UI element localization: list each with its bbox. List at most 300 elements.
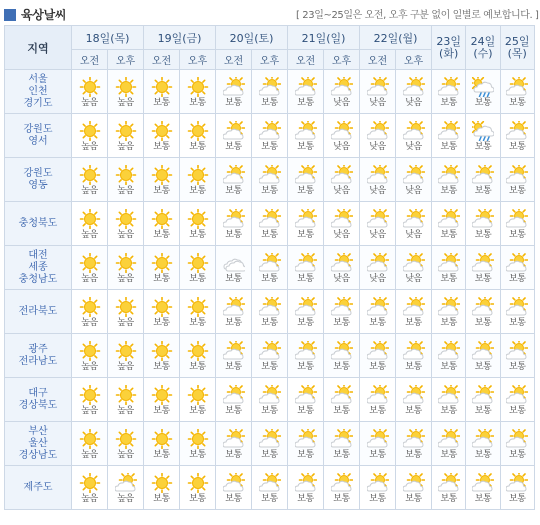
sun-behind-cloud-icon <box>216 209 251 229</box>
forecast-cell <box>72 114 108 158</box>
forecast-level: 보통 <box>225 494 242 504</box>
forecast-cell <box>252 334 288 378</box>
forecast-level: 보통 <box>474 362 492 372</box>
forecast-level: 높음 <box>117 142 134 152</box>
sun-behind-cloud-icon <box>432 121 465 141</box>
region-name-line: 충청남도 <box>18 273 58 285</box>
land-forecast-table <box>4 25 535 510</box>
forecast-cell <box>72 422 108 466</box>
sun-behind-cloud-icon <box>252 77 287 97</box>
sun-icon <box>72 77 107 97</box>
forecast-level: 보통 <box>405 406 422 416</box>
sun-behind-cloud-icon <box>432 341 465 361</box>
square-bullet-icon <box>4 9 16 21</box>
forecast-cell <box>72 70 108 114</box>
forecast-cell <box>180 70 216 114</box>
forecast-level: 보통 <box>405 494 422 504</box>
forecast-level: 높음 <box>117 406 134 416</box>
sun-behind-cloud-icon <box>252 473 287 493</box>
forecast-cell <box>324 334 360 378</box>
sun-behind-cloud-icon <box>252 165 287 185</box>
forecast-level: 보통 <box>261 230 278 240</box>
forecast-level: 보통 <box>440 318 457 328</box>
sun-icon <box>180 77 215 97</box>
sun-behind-cloud-icon <box>324 341 359 361</box>
forecast-level: 높음 <box>117 186 134 196</box>
forecast-level: 높음 <box>81 362 98 372</box>
region-name-line: 강원도 <box>23 123 53 135</box>
forecast-cell <box>466 290 500 334</box>
region-name <box>5 202 72 246</box>
forecast-level: 보통 <box>153 230 170 240</box>
forecast-level: 보통 <box>297 406 314 416</box>
forecast-cell <box>180 202 216 246</box>
sun-behind-cloud-icon <box>360 253 395 273</box>
sun-behind-cloud-icon <box>288 429 323 449</box>
region-row <box>5 378 535 422</box>
forecast-level: 보통 <box>509 142 526 152</box>
sun-behind-cloud-icon <box>360 77 395 97</box>
forecast-level: 보통 <box>474 142 492 152</box>
sun-icon <box>72 297 107 317</box>
forecast-cell <box>432 466 466 510</box>
sun-icon <box>144 429 179 449</box>
forecast-level: 보통 <box>189 318 206 328</box>
sun-behind-cloud-icon <box>432 209 465 229</box>
forecast-level: 보통 <box>189 362 206 372</box>
sun-icon <box>72 253 107 273</box>
forecast-cell <box>466 158 500 202</box>
forecast-cell <box>252 114 288 158</box>
forecast-level: 보통 <box>225 142 242 152</box>
forecast-level: 높음 <box>117 494 134 504</box>
forecast-level: 보통 <box>474 494 492 504</box>
sun-behind-cloud-icon <box>501 165 534 185</box>
pm-header: 오후 <box>396 50 432 70</box>
forecast-header <box>0 0 540 28</box>
forecast-cell <box>396 114 432 158</box>
sun-behind-cloud-icon <box>396 385 431 405</box>
forecast-level: 보통 <box>440 230 457 240</box>
forecast-cell <box>360 158 396 202</box>
date-header: 22일(월) <box>360 26 432 50</box>
forecast-cell <box>360 422 396 466</box>
sun-icon <box>180 297 215 317</box>
region-name-line: 대전 <box>28 249 48 261</box>
forecast-cell <box>144 378 180 422</box>
forecast-cell <box>252 378 288 422</box>
forecast-level: 보통 <box>225 362 242 372</box>
section-title <box>4 6 66 23</box>
sun-icon <box>108 341 143 361</box>
forecast-cell <box>288 466 324 510</box>
sun-icon <box>180 473 215 493</box>
sun-behind-cloud-icon <box>216 165 251 185</box>
forecast-level: 보통 <box>225 406 242 416</box>
sun-behind-cloud-icon <box>288 121 323 141</box>
forecast-level: 보통 <box>474 406 492 416</box>
forecast-cell <box>72 158 108 202</box>
forecast-cell <box>72 202 108 246</box>
forecast-cell <box>466 334 500 378</box>
forecast-level: 보통 <box>509 98 526 108</box>
forecast-cell <box>324 246 360 290</box>
sun-icon <box>180 429 215 449</box>
sun-behind-cloud-icon <box>432 473 465 493</box>
forecast-level: 보통 <box>333 362 350 372</box>
forecast-level: 낮음 <box>333 142 350 152</box>
forecast-level: 높음 <box>117 274 134 284</box>
sun-behind-cloud-icon <box>432 429 465 449</box>
forecast-level: 보통 <box>509 230 526 240</box>
forecast-level: 보통 <box>509 406 526 416</box>
sun-icon <box>108 209 143 229</box>
pm-header: 오후 <box>324 50 360 70</box>
forecast-level: 높음 <box>117 318 134 328</box>
sun-icon <box>108 253 143 273</box>
forecast-level: 낮음 <box>333 98 350 108</box>
forecast-cell <box>216 246 252 290</box>
region-name-line: 영동 <box>28 179 48 191</box>
forecast-level: 보통 <box>369 406 386 416</box>
forecast-cell <box>216 290 252 334</box>
forecast-cell <box>324 114 360 158</box>
sun-behind-cloud-icon <box>288 253 323 273</box>
sun-behind-cloud-icon <box>324 121 359 141</box>
sun-behind-cloud-icon <box>324 77 359 97</box>
forecast-level: 보통 <box>153 318 170 328</box>
forecast-level: 보통 <box>189 494 206 504</box>
forecast-level: 보통 <box>225 98 242 108</box>
forecast-cell <box>288 70 324 114</box>
sun-behind-cloud-icon <box>501 209 534 229</box>
sun-behind-cloud-icon <box>501 253 534 273</box>
sun-icon <box>108 385 143 405</box>
forecast-cell <box>466 202 500 246</box>
forecast-level: 높음 <box>81 406 98 416</box>
sun-behind-cloud-icon <box>501 429 534 449</box>
sun-behind-cloud-icon <box>216 341 251 361</box>
sun-icon <box>108 297 143 317</box>
forecast-level: 높음 <box>81 450 98 460</box>
sun-behind-cloud-icon <box>360 209 395 229</box>
region-row <box>5 422 535 466</box>
forecast-cell <box>72 290 108 334</box>
forecast-cell <box>288 422 324 466</box>
forecast-level: 보통 <box>297 318 314 328</box>
forecast-cell <box>180 158 216 202</box>
forecast-cell <box>144 466 180 510</box>
forecast-cell <box>500 158 534 202</box>
forecast-level: 낮음 <box>333 230 350 240</box>
forecast-level: 보통 <box>261 406 278 416</box>
forecast-cell <box>466 422 500 466</box>
forecast-cell <box>500 70 534 114</box>
forecast-cell <box>144 290 180 334</box>
am-header: 오전 <box>216 50 252 70</box>
forecast-cell <box>466 378 500 422</box>
forecast-cell <box>144 202 180 246</box>
forecast-level: 보통 <box>261 318 278 328</box>
forecast-level: 보통 <box>369 450 386 460</box>
forecast-level: 낮음 <box>405 230 422 240</box>
forecast-level: 보통 <box>189 186 206 196</box>
forecast-level: 낮음 <box>333 274 350 284</box>
cloud-rain-sun-icon <box>466 77 499 97</box>
sun-behind-cloud-icon <box>432 385 465 405</box>
forecast-cell <box>180 114 216 158</box>
forecast-cell <box>180 466 216 510</box>
sun-behind-cloud-icon <box>396 429 431 449</box>
forecast-cell <box>466 70 500 114</box>
sun-behind-cloud-icon <box>108 473 143 493</box>
sun-icon <box>144 341 179 361</box>
forecast-cell <box>180 334 216 378</box>
forecast-cell <box>500 378 534 422</box>
forecast-cell <box>396 158 432 202</box>
pm-header: 오후 <box>180 50 216 70</box>
sun-behind-cloud-icon <box>288 473 323 493</box>
date-header: 19일(금) <box>144 26 216 50</box>
forecast-cell <box>432 290 466 334</box>
forecast-level: 낮음 <box>369 230 386 240</box>
forecast-level: 높음 <box>117 230 134 240</box>
sun-behind-cloud-icon <box>396 473 431 493</box>
sun-behind-cloud-icon <box>396 253 431 273</box>
region-name <box>5 246 72 290</box>
date-header-line: 24일 <box>470 34 496 48</box>
forecast-level: 보통 <box>440 450 457 460</box>
forecast-cell <box>432 202 466 246</box>
forecast-level: 보통 <box>509 318 526 328</box>
forecast-cell <box>216 466 252 510</box>
forecast-level: 높음 <box>81 142 98 152</box>
date-header <box>500 26 534 70</box>
sun-behind-cloud-icon <box>501 121 534 141</box>
sun-icon <box>180 385 215 405</box>
forecast-cell <box>216 422 252 466</box>
forecast-cell <box>500 246 534 290</box>
region-name-line: 인천 <box>28 85 48 97</box>
forecast-cell <box>360 466 396 510</box>
sun-behind-cloud-icon <box>252 121 287 141</box>
forecast-level: 보통 <box>509 362 526 372</box>
sun-behind-cloud-icon <box>360 297 395 317</box>
region-name <box>5 114 72 158</box>
forecast-level: 보통 <box>153 142 170 152</box>
sun-behind-cloud-icon <box>288 209 323 229</box>
forecast-cell <box>252 466 288 510</box>
forecast-level: 낮음 <box>369 142 386 152</box>
region-name <box>5 466 72 510</box>
forecast-level: 낮음 <box>369 274 386 284</box>
sun-icon <box>144 209 179 229</box>
sun-behind-cloud-icon <box>396 77 431 97</box>
forecast-level: 낮음 <box>369 186 386 196</box>
forecast-level: 높음 <box>117 362 134 372</box>
date-header-line: (목) <box>507 46 527 60</box>
forecast-cell <box>72 334 108 378</box>
forecast-level: 보통 <box>297 186 314 196</box>
date-header-line: 23일 <box>436 34 461 48</box>
forecast-level: 보통 <box>225 318 242 328</box>
forecast-level: 낮음 <box>405 186 422 196</box>
sun-behind-cloud-icon <box>324 253 359 273</box>
sun-behind-cloud-icon <box>252 297 287 317</box>
forecast-cell <box>396 70 432 114</box>
forecast-level: 보통 <box>189 274 206 284</box>
forecast-cell <box>216 378 252 422</box>
sun-icon <box>180 165 215 185</box>
sun-icon <box>108 121 143 141</box>
am-header: 오전 <box>360 50 396 70</box>
sun-behind-cloud-icon <box>324 429 359 449</box>
forecast-cell <box>252 70 288 114</box>
sun-behind-cloud-icon <box>432 165 465 185</box>
sun-icon <box>72 165 107 185</box>
sun-icon <box>72 209 107 229</box>
sun-behind-cloud-icon <box>252 253 287 273</box>
forecast-cell <box>288 202 324 246</box>
date-header: 20일(토) <box>216 26 288 50</box>
pm-header: 오후 <box>108 50 144 70</box>
forecast-level: 보통 <box>369 494 386 504</box>
sun-behind-cloud-icon <box>396 209 431 229</box>
forecast-cell <box>432 246 466 290</box>
forecast-level: 보통 <box>440 98 457 108</box>
forecast-level: 보통 <box>509 274 526 284</box>
forecast-level: 보통 <box>153 98 170 108</box>
forecast-level: 높음 <box>81 186 98 196</box>
forecast-level: 높음 <box>81 274 98 284</box>
forecast-cell <box>432 422 466 466</box>
forecast-level: 높음 <box>81 318 98 328</box>
cloud-icon <box>216 253 251 273</box>
sun-behind-cloud-icon <box>360 165 395 185</box>
region-name-line: 경상북도 <box>18 399 58 411</box>
sun-behind-cloud-icon <box>216 77 251 97</box>
forecast-level: 보통 <box>153 186 170 196</box>
forecast-cell <box>288 158 324 202</box>
forecast-level: 보통 <box>405 318 422 328</box>
sun-icon <box>180 253 215 273</box>
sun-behind-cloud-icon <box>216 473 251 493</box>
forecast-level: 보통 <box>474 230 492 240</box>
forecast-cell <box>144 70 180 114</box>
forecast-level: 보통 <box>261 98 278 108</box>
forecast-level: 보통 <box>405 362 422 372</box>
date-header-line: (화) <box>439 46 459 60</box>
forecast-cell <box>72 378 108 422</box>
forecast-cell <box>432 70 466 114</box>
forecast-cell <box>108 422 144 466</box>
forecast-level: 보통 <box>261 142 278 152</box>
forecast-cell <box>288 246 324 290</box>
am-header: 오전 <box>288 50 324 70</box>
forecast-cell <box>432 114 466 158</box>
sun-behind-cloud-icon <box>501 77 534 97</box>
forecast-cell <box>324 422 360 466</box>
sun-behind-cloud-icon <box>324 297 359 317</box>
forecast-level: 높음 <box>81 494 98 504</box>
forecast-level: 보통 <box>509 494 526 504</box>
sun-behind-cloud-icon <box>466 209 499 229</box>
forecast-level: 보통 <box>189 406 206 416</box>
am-header: 오전 <box>72 50 108 70</box>
forecast-level: 보통 <box>509 186 526 196</box>
region-name-line: 충청북도 <box>18 217 58 229</box>
forecast-level: 보통 <box>333 494 350 504</box>
forecast-cell <box>396 378 432 422</box>
forecast-cell <box>360 202 396 246</box>
forecast-level: 보통 <box>474 450 492 460</box>
region-name <box>5 378 72 422</box>
sun-icon <box>72 121 107 141</box>
forecast-level: 낮음 <box>405 274 422 284</box>
region-name <box>5 70 72 114</box>
forecast-cell <box>144 246 180 290</box>
forecast-cell <box>324 290 360 334</box>
region-name <box>5 422 72 466</box>
forecast-cell <box>72 246 108 290</box>
forecast-level: 보통 <box>369 318 386 328</box>
forecast-cell <box>466 114 500 158</box>
sun-behind-cloud-icon <box>288 297 323 317</box>
forecast-level: 보통 <box>297 450 314 460</box>
forecast-cell <box>500 422 534 466</box>
forecast-cell <box>360 334 396 378</box>
forecast-cell <box>360 114 396 158</box>
forecast-level: 보통 <box>153 406 170 416</box>
sun-behind-cloud-icon <box>252 385 287 405</box>
sun-behind-cloud-icon <box>466 253 499 273</box>
forecast-level: 낮음 <box>369 98 386 108</box>
forecast-cell <box>216 202 252 246</box>
forecast-cell <box>108 290 144 334</box>
forecast-cell <box>144 422 180 466</box>
forecast-cell <box>360 290 396 334</box>
forecast-level: 보통 <box>225 230 242 240</box>
sun-behind-cloud-icon <box>432 253 465 273</box>
region-name <box>5 290 72 334</box>
region-name-line: 부산 <box>28 425 48 437</box>
forecast-level: 높음 <box>117 98 134 108</box>
forecast-level: 낮음 <box>333 186 350 196</box>
forecast-cell <box>396 290 432 334</box>
forecast-level: 보통 <box>153 494 170 504</box>
forecast-cell <box>252 290 288 334</box>
sun-icon <box>108 429 143 449</box>
forecast-level: 보통 <box>261 362 278 372</box>
forecast-cell <box>360 70 396 114</box>
forecast-cell <box>108 158 144 202</box>
forecast-cell <box>288 290 324 334</box>
forecast-level: 높음 <box>81 98 98 108</box>
date-header-line: (수) <box>473 46 493 60</box>
region-row <box>5 70 535 114</box>
region-row <box>5 246 535 290</box>
sun-behind-cloud-icon <box>216 385 251 405</box>
forecast-level: 보통 <box>225 186 242 196</box>
sun-behind-cloud-icon <box>216 429 251 449</box>
date-header: 21일(일) <box>288 26 360 50</box>
forecast-cell <box>288 378 324 422</box>
region-row <box>5 290 535 334</box>
forecast-cell <box>216 334 252 378</box>
forecast-cell <box>500 466 534 510</box>
forecast-cell <box>324 158 360 202</box>
forecast-cell <box>288 114 324 158</box>
